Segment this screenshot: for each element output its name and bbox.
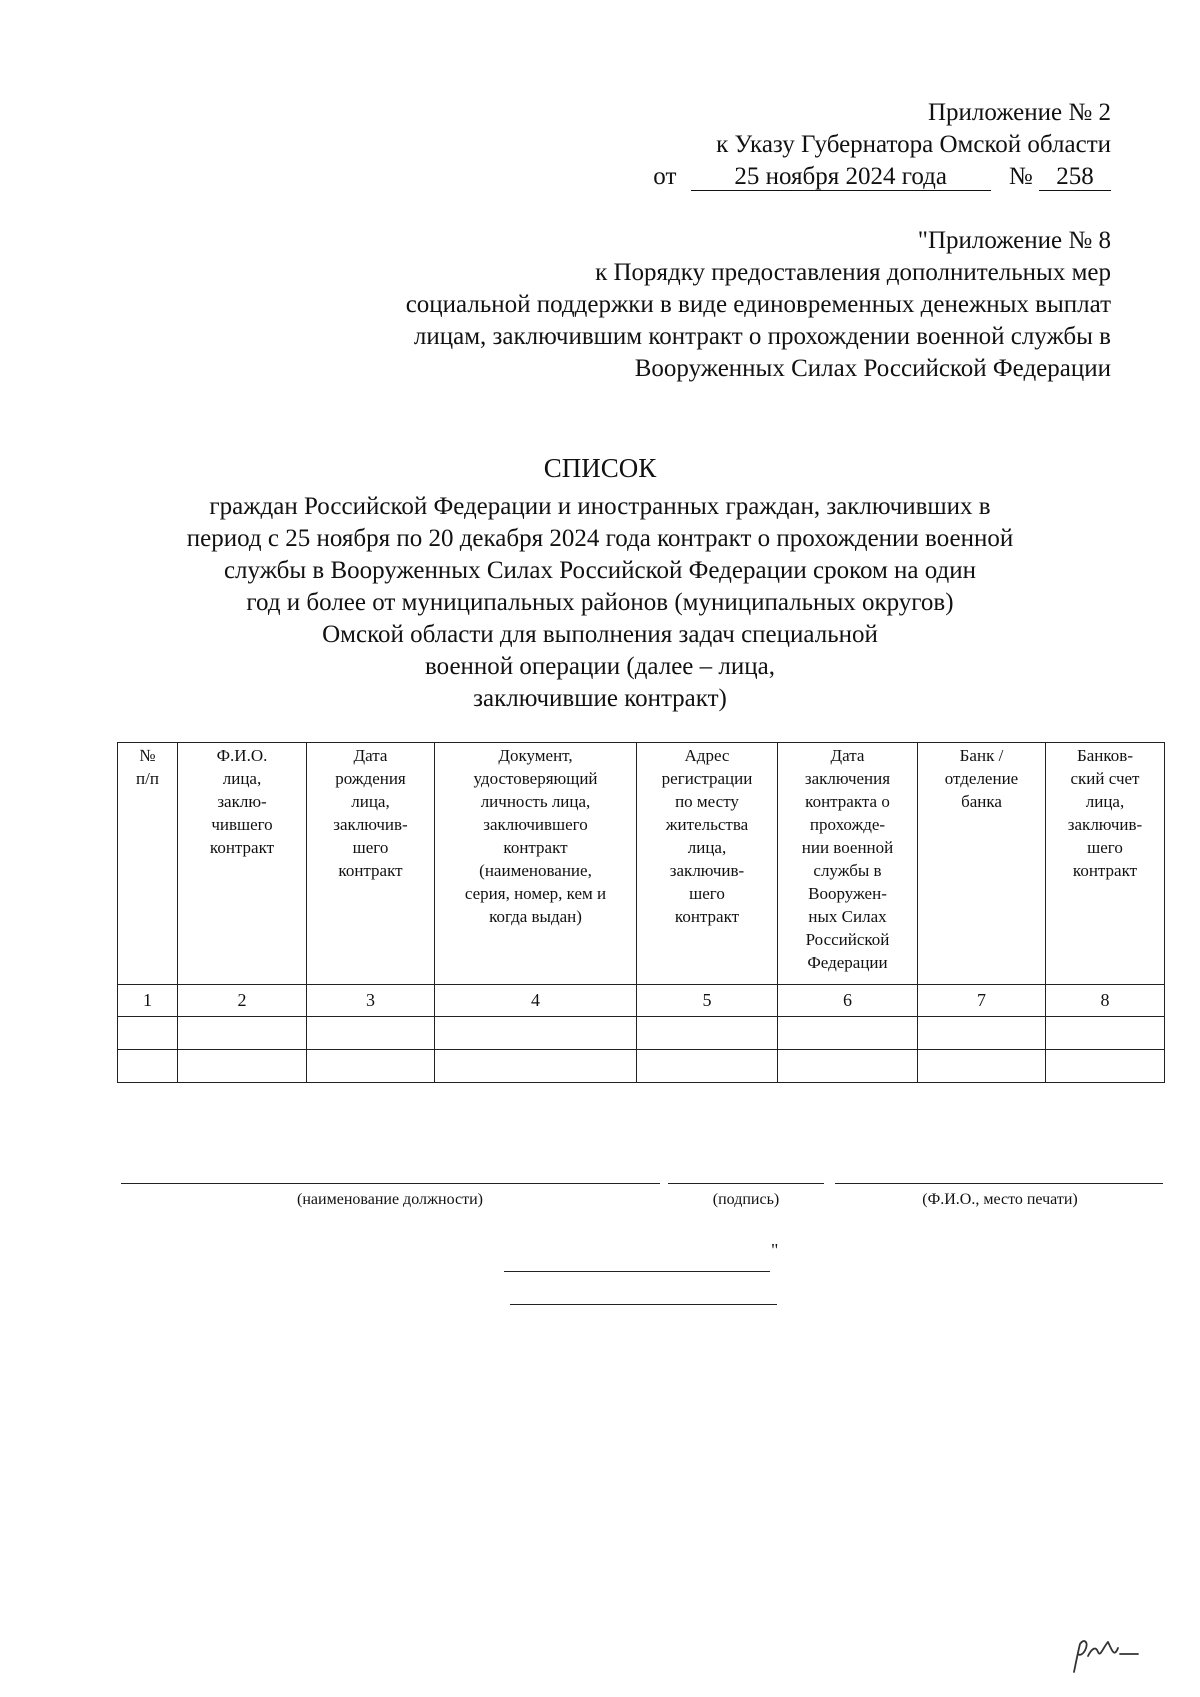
- column-header-bank-account: Банков- ский счет лица, заключив- шего контракт: [1046, 743, 1165, 985]
- appendix-number: 258: [1039, 164, 1111, 191]
- table-row: [118, 1050, 1165, 1083]
- column-header-number: № п/п: [118, 743, 178, 985]
- annex-line: социальной поддержки в виде единовременных денежных выплат: [405, 291, 1111, 318]
- column-number: 2: [178, 985, 307, 1017]
- title-line: заключившие контракт): [473, 685, 727, 712]
- column-number: 6: [778, 985, 918, 1017]
- annex-line: лицам, заключившим контракт о прохождении военной службы в: [413, 323, 1111, 350]
- closing-quote: ": [771, 1240, 779, 1260]
- column-number: 7: [918, 985, 1046, 1017]
- column-header-identity-document: Документ, удостоверяющий личность лица, заключившего контракт (наименование, серия, номер, кем и когда выдан): [435, 743, 637, 985]
- position-signature-line: [121, 1183, 660, 1184]
- appendix-date-line: [653, 161, 1111, 193]
- annex-line: к Порядку предоставления дополнительных мер: [595, 259, 1111, 286]
- handwritten-initials-icon: [1068, 1634, 1148, 1676]
- title-line: службы в Вооруженных Силах Российской Федерации сроком на один: [223, 557, 977, 584]
- column-number-row: [118, 985, 1165, 1017]
- table-row: [118, 1017, 1165, 1050]
- signature-caption: (подпись): [712, 1191, 780, 1208]
- table-header-row: [118, 743, 1165, 985]
- appendix-block: [653, 97, 1111, 193]
- column-number: 4: [435, 985, 637, 1017]
- separator-line: [504, 1271, 770, 1272]
- annex-line: "Приложение № 8: [917, 227, 1111, 254]
- title-line: граждан Российской Федерации и иностранных граждан, заключивших в: [209, 493, 991, 520]
- appendix-number-label: №: [1008, 163, 1033, 190]
- column-number: 8: [1046, 985, 1165, 1017]
- separator-line: [510, 1304, 777, 1305]
- name-caption: (Ф.И.О., место печати): [922, 1191, 1078, 1208]
- annex-block: [406, 225, 1111, 385]
- appendix-title: Приложение № 2: [927, 99, 1111, 126]
- appendix-from-label: от: [653, 163, 677, 190]
- title-heading: СПИСОК: [543, 453, 657, 483]
- position-caption: (наименование должности): [297, 1191, 483, 1208]
- signature-line: [668, 1183, 824, 1184]
- name-signature-line: [835, 1183, 1163, 1184]
- appendix-date: 25 ноября 2024 года: [691, 164, 991, 191]
- title-line: Омской области для выполнения задач специальной: [322, 621, 878, 648]
- title-line: период с 25 ноября по 20 декабря 2024 года контракт о прохождении военной: [186, 525, 1014, 552]
- column-header-full-name: Ф.И.О. лица, заклю- чившего контракт: [178, 743, 307, 985]
- title-line: год и более от муниципальных районов (муниципальных округов): [246, 589, 954, 616]
- column-header-address: Адрес регистрации по месту жительства лица, заключив- шего контракт: [637, 743, 778, 985]
- annex-line: Вооруженных Силах Российской Федерации: [634, 355, 1111, 382]
- title-line: военной операции (далее – лица,: [425, 653, 775, 680]
- document-title: [100, 452, 1100, 715]
- column-header-contract-date: Дата заключения контракта о прохожде- нии военной службы в Вооружен- ных Силах Российской Федерации: [778, 743, 918, 985]
- column-number: 3: [307, 985, 435, 1017]
- appendix-decree: к Указу Губернатора Омской области: [716, 131, 1111, 158]
- contract-list-table: [117, 742, 1165, 1083]
- column-number: 5: [637, 985, 778, 1017]
- column-number: 1: [118, 985, 178, 1017]
- column-header-birth-date: Дата рождения лица, заключив- шего контракт: [307, 743, 435, 985]
- column-header-bank: Банк / отделение банка: [918, 743, 1046, 985]
